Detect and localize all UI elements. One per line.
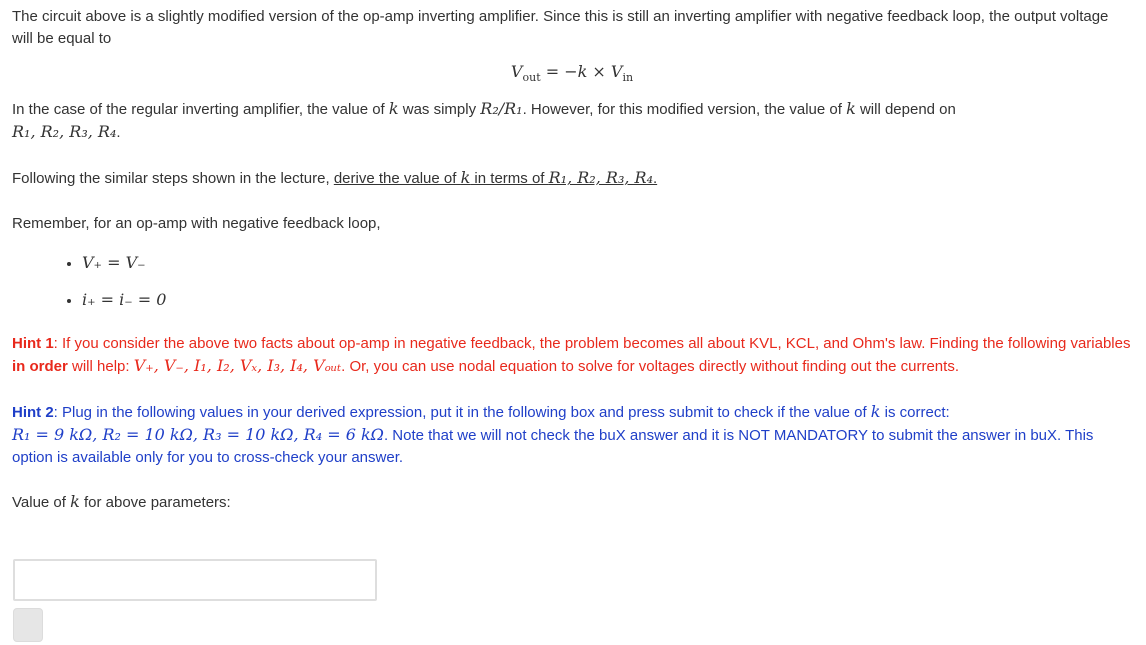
remember-paragraph: Remember, for an op-amp with negative feedback loop, bbox=[12, 215, 381, 233]
regular-amp-paragraph: In the case of the regular inverting amplifier, the value of k was simply R₂/R₁. However, for this modified version, the value of k will depend on R₁, R₂, R₃, R₄. bbox=[12, 99, 956, 142]
vout-equation: $V_{out} = -k \times V_{in}$ bbox=[510, 62, 634, 85]
resistor-values: R₁ = 9 kΩ, R₂ = 10 kΩ, R₃ = 10 kΩ, R₄ = 6 kΩ bbox=[12, 425, 384, 445]
submit-button[interactable] bbox=[13, 608, 43, 642]
question-content bbox=[12, 6, 1132, 514]
derive-paragraph: Following the similar steps shown in the lecture, derive the value of k in terms of R₁, R₂, R₃, R₄. bbox=[12, 168, 658, 188]
derive-instruction: derive the value of k in terms of R₁, R₂, R₃, R₄. bbox=[333, 168, 658, 188]
fact-voltage: • V₊ = V₋ bbox=[82, 245, 1132, 282]
answer-input[interactable] bbox=[13, 559, 377, 601]
hint-2: Hint 2: Plug in the following values in your derived expression, put it in the following box and press submit to check if the value of k is correct: R₁ = 9 kΩ, R₂ = 10 kΩ, R₃ = 10 kΩ, R₄ = 6 kΩ. Note that we will not check the buX answer and it is NOT MANDATORY to submit the answer in buX. This option is available only for you to cross-check your answer. bbox=[12, 402, 1094, 467]
opamp-facts-list bbox=[12, 245, 1132, 319]
value-prompt: Value of k for above parameters: bbox=[12, 492, 231, 512]
hint-1: Hint 1: If you consider the above two facts about op-amp in negative feedback, the problem becomes all about KVL, KCL, and Ohm's law. Finding the following variables in order will help: V₊, V₋, I₁, I₂, Vₓ, I₃, I₄, Vₒᵤₜ. Or, you can use nodal equation to solve for voltages directly without finding out the currents. bbox=[12, 335, 1131, 376]
resistor-list: R₁, R₂, R₃, R₄ bbox=[12, 122, 117, 142]
fact-current: • i₊ = i₋ = 0 bbox=[82, 282, 1132, 319]
intro-text: The circuit above is a slightly modified version of the op-amp inverting amplifier. Since this is still an inverting amplifier with negative feedback loop, the output voltage will be equal to bbox=[12, 8, 1109, 47]
intro-paragraph bbox=[12, 6, 1132, 50]
